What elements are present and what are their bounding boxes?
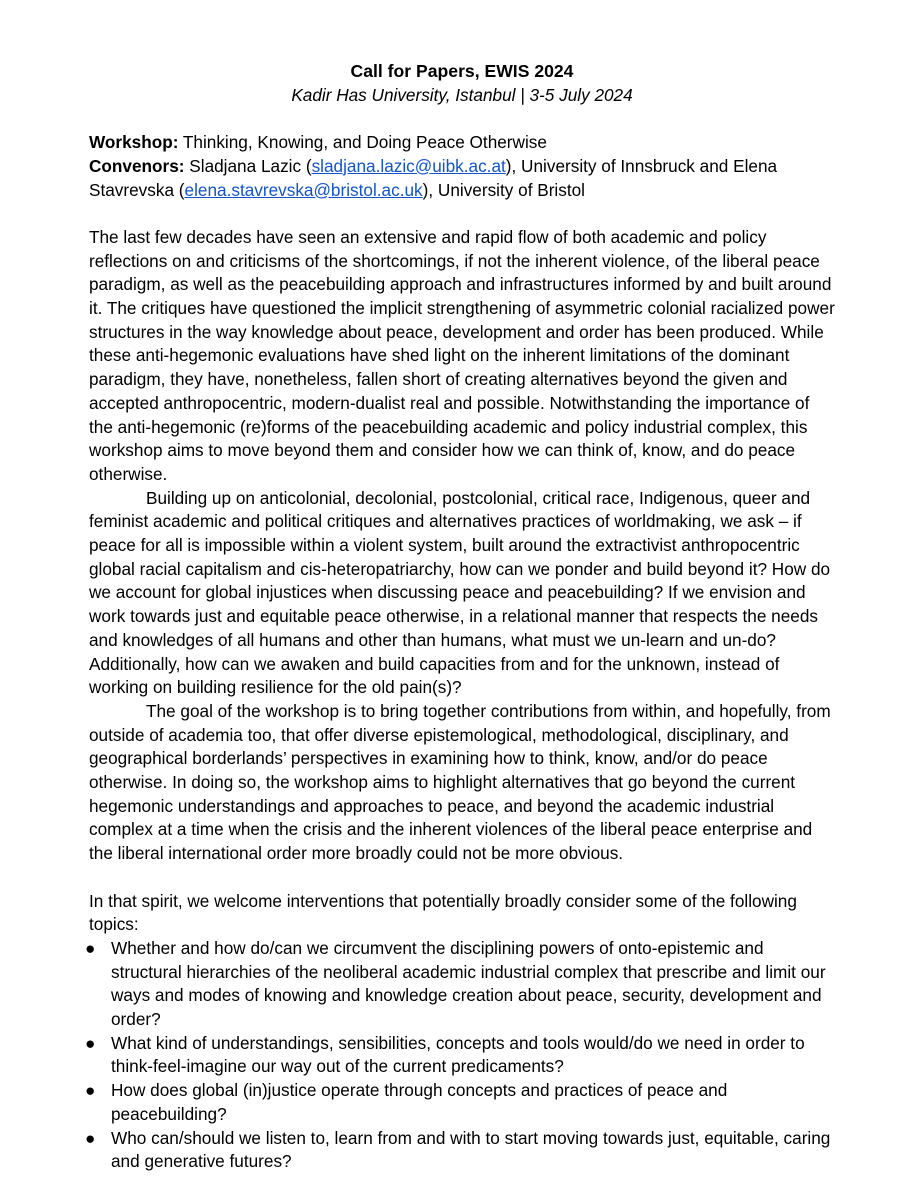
list-item (85, 1032, 835, 1079)
workshop-value: Thinking, Knowing, and Doing Peace Otherwise (182, 132, 547, 153)
list-item (85, 1127, 835, 1174)
paragraph-intro: The last few decades have seen an extensive and rapid flow of both academic and policy reflections on and criticisms of the shortcomings, if not the inherent violence, of the liberal peace paradigm, as well as the peacebuilding approach and infrastructures informed by and built around it. The critiques have questioned the implicit strengthening of asymmetric colonial racialized power structures in the way knowledge about peace, development and order has been produced. While these anti-hegemonic evaluations have shed light on the inherent limitations of the dominant paradigm, they have, nonetheless, fallen short of creating alternatives beyond the given and accepted anthropocentric, modern-dualist real and possible. Notwithstanding the importance of the anti-hegemonic (re)forms of the peacebuilding academic and policy industrial complex, this workshop aims to move beyond them and consider how we can think of, know, and do peace otherwise. (89, 226, 835, 484)
topic-text: Who can/should we listen to, learn from and with to start moving towards just, equitable, caring and generative futures? (111, 1127, 831, 1172)
convenor-name-1: Sladjana Lazic ( (189, 155, 312, 176)
topic-text: What kind of understandings, sensibilities, concepts and tools would/do we need in order to think-feel-imagine our way out of the current predicaments? (111, 1032, 805, 1077)
list-item (85, 1079, 835, 1126)
topic-text: How does global (in)justice operate through concepts and practices of peace and peacebuilding? (111, 1080, 728, 1124)
paragraph-goal: The goal of the workshop is to bring together contributions from within, and hopefully, from outside of academia too, that offer diverse epistemological, methodological, disciplinary, and geographical borderlands’ perspectives in examining how to think, know, and/or do peace otherwise. In doing so, the workshop aims to highlight alternatives that go beyond the current hegemonic understandings and approaches to peace, and beyond the academic industrial complex at a time when the crisis and the inherent violences of the liberal peace enterprise and the liberal international order more broadly could not be more obvious. (89, 700, 831, 864)
topic-text: Whether and how do/can we circumvent the disciplining powers of onto-epistemic and structural hierarchies of the neoliberal academic industrial complex that prescribe and limit our ways and modes of knowing and knowledge creation about peace, security, development and order? (111, 937, 826, 1030)
convenor-affiliation-1: ), University of Innsbruck and Elena Stavrevska ( (89, 155, 778, 200)
page-subtitle: Kadir Has University, Istanbul | 3-5 July 2024 (291, 84, 633, 105)
bullet-icon: ● (85, 1032, 96, 1053)
page-title: Call for Papers, EWIS 2024 (350, 61, 574, 81)
topics-intro: In that spirit, we welcome interventions that potentially broadly consider some of the following topics: (89, 890, 797, 935)
topics-section (85, 890, 835, 1174)
workshop-line (89, 131, 835, 155)
topics-list (85, 937, 835, 1174)
bullet-icon: ● (85, 937, 96, 958)
convenor-affiliation-2: ), University of Bristol (422, 179, 585, 200)
bullet-icon: ● (85, 1080, 96, 1101)
paragraph-questions: Building up on anticolonial, decolonial, postcolonial, critical race, Indigenous, queer and feminist academic and political critiques and alternatives practices of worldmaking, we ask – if peace for all is impossible within a violent system, built around the extractivist anthropocentric global racial capitalism and cis-heteropatriarchy, how can we ponder and build beyond it? How do we account for global injustices when discussing peace and peacebuilding? If we envision and work towards just and equitable peace otherwise, in a relational manner that respects the needs and knowledges of all humans and other than humans, what must we un-learn and un-do? Additionally, how can we awaken and build capacities from and for the unknown, instead of working on building resilience for the old pain(s)? (89, 487, 831, 698)
convenors-line (89, 155, 835, 202)
workshop-info (89, 131, 835, 202)
body-text (89, 226, 835, 866)
document-header (89, 60, 835, 107)
bullet-icon: ● (85, 1127, 96, 1148)
email-link-2[interactable]: elena.stavrevska@bristol.ac.uk (184, 179, 423, 200)
workshop-label: Workshop: (89, 132, 179, 153)
email-link-1[interactable]: sladjana.lazic@uibk.ac.at (311, 155, 506, 176)
convenors-label: Convenors: (89, 155, 185, 176)
list-item (85, 937, 835, 1032)
